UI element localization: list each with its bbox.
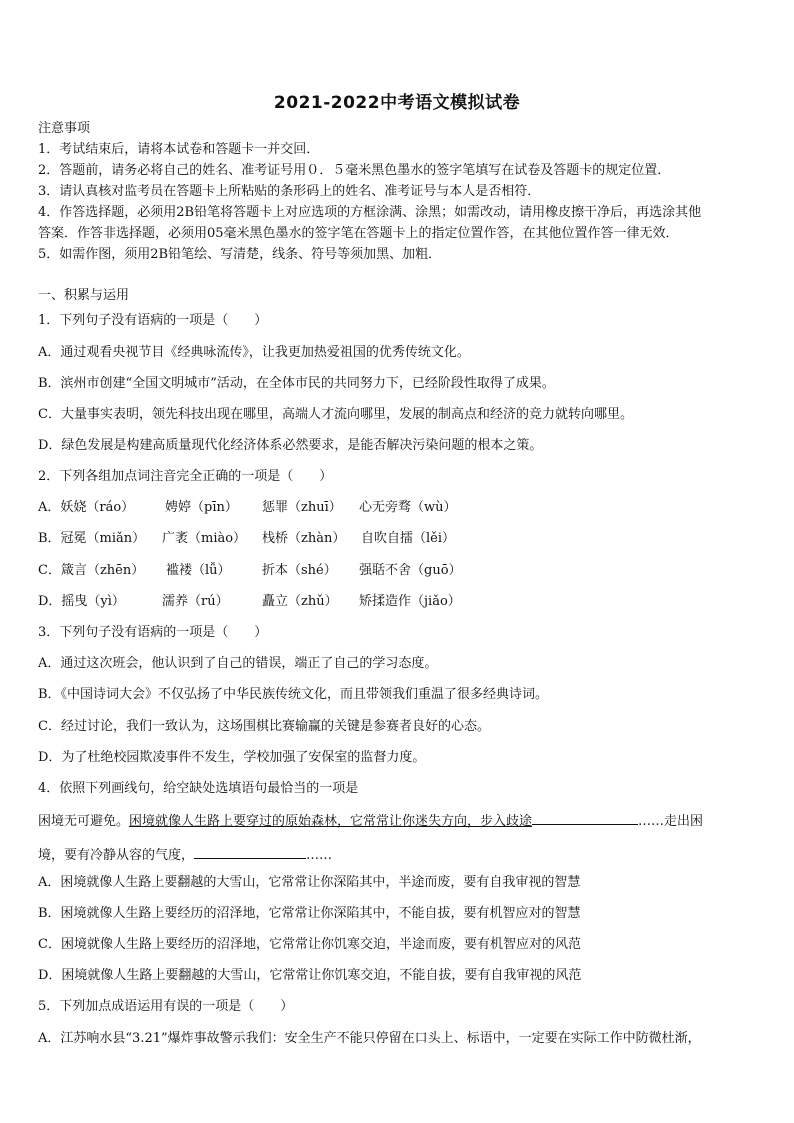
notice-item: 答案．作答非选择题，必须用05毫米黑色墨水的签字笔在答题卡上的指定位置作答，在其他位置作答一律无效． [38,226,679,241]
question-stem: 4．依照下列画线句，给空缺处选填语句最恰当的一项是 [38,781,359,796]
notice-item: 3．请认真核对监考员在答题卡上所粘贴的条形码上的姓名、准考证号与本人是否相符． [38,184,541,199]
pinyin-item: 娉婷（pīn） [165,500,238,515]
notice-item: 5．如需作图，须用2B铅笔绘、写清楚，线条、符号等须加黑、加粗． [38,247,442,262]
pinyin-item: 心无旁骛（wù） [359,500,457,515]
answer-option: C．困境就像人生路上要经历的沼泽地，它常常让你饥寒交迫，半途而废，要有机智应对的风范 [38,937,581,952]
pinyin-item: 惩罪（zhuī） [262,500,342,515]
pinyin-item: C．箴言（zhēn） [38,563,145,578]
pinyin-item: 栈桥（zhàn） [262,531,346,546]
pinyin-item: B．冠冕（miǎn） [38,531,146,546]
answer-option: A．困境就像人生路上要翻越的大雪山，它常常让你深陷其中，半途而废，要有自我审视的智慧 [38,875,581,890]
passage-text: 境，要有冷静从容的气度， [38,848,195,863]
notice-item: 1．考试结束后，请将本试卷和答题卡一并交回． [38,142,320,157]
answer-option: D．为了杜绝校园欺凌事件不发生，学校加强了安保室的监督力度。 [38,750,426,765]
question-stem: 2．下列各组加点词注音完全正确的一项是（ ） [38,469,333,484]
passage-line [38,845,758,865]
answer-option: A．江苏响水县“3.21”爆炸事故警示我们：安全生产不能只停留在口头上、标语中，一定要在实际工作中防微杜渐， [38,1031,701,1046]
fill-blank [194,845,306,859]
passage-line [38,811,758,831]
answer-option: B．困境就像人生路上要经历的沼泽地，它常常让你深陷其中，不能自拔，要有机智应对的智慧 [38,906,581,921]
pinyin-item: 广袤（miào） [162,531,247,546]
notice-item: 2．答题前，请务必将自己的姓名、准考证号用０．５毫米黑色墨水的签字笔填写在试卷及答题卡的规定位置． [38,163,671,178]
pinyin-item: 自吹自擂（lěi） [361,531,456,546]
answer-option: B．《中国诗词大会》不仅弘扬了中华民族传统文化，而且带领我们重温了很多经典诗词。 [38,687,549,702]
pinyin-item: 强聒不舍（guō） [359,563,462,578]
answer-option: A．通过观看央视节目《经典咏流传》，让我更加热爱祖国的优秀传统文化。 [38,345,470,360]
question-stem: 1．下列句子没有语病的一项是（ ） [38,313,268,328]
answer-option: D．绿色发展是构建高质量现代化经济体系必然要求，是能否解决污染问题的根本之策。 [38,438,543,453]
passage-text: ……走出困 [638,814,704,829]
pinyin-item: D．摇曳（yì） [38,594,125,609]
notice-heading: 注意事项 [38,121,91,136]
section-heading: 一、积累与运用 [38,288,130,303]
answer-option: D．困境就像人生路上要翻越的大雪山，它常常让你饥寒交迫，不能自拔，要有自我审视的风范 [38,968,582,983]
fill-blank [532,811,638,825]
exam-title: 2021-2022中考语文模拟试卷 [273,93,521,113]
answer-option: A．通过这次班会，他认识到了自己的错误，端正了自己的学习态度。 [38,656,438,671]
question-stem: 5．下列加点成语运用有误的一项是（ ） [38,999,294,1014]
answer-option: C．经过讨论，我们一致认为，这场围棋比赛输赢的关键是参赛者良好的心态。 [38,719,490,734]
notice-item: 4．作答选择题，必须用2B铅笔将答题卡上对应选项的方框涂满、涂黑；如需改动，请用橡皮擦干净后，再选涂其他 [38,205,702,220]
answer-option: C．大量事实表明，领先科技出现在哪里，高端人才流向哪里，发展的制高点和经济的竞力就转向哪里。 [38,407,633,422]
pinyin-item: 濡养（rú） [162,594,229,609]
passage-text: …… [306,848,333,863]
pinyin-item: 矗立（zhǔ） [262,594,338,609]
answer-option: B．滨州市创建“全国文明城市”活动，在全体市民的共同努力下，已经阶段性取得了成果。 [38,376,555,391]
passage-text: 困境无可避免。 [38,814,130,829]
underlined-sentence: 困境就像人生路上要穿过的原始森林，它常常让你迷失方向，步入歧途 [129,814,533,829]
pinyin-item: A．妖娆（ráo） [38,500,135,515]
pinyin-item: 折本（shé） [262,563,337,578]
pinyin-item: 褴褛（lǚ） [166,563,231,578]
pinyin-item: 矫揉造作（jiǎo） [359,594,461,609]
question-stem: 3．下列句子没有语病的一项是（ ） [38,625,268,640]
